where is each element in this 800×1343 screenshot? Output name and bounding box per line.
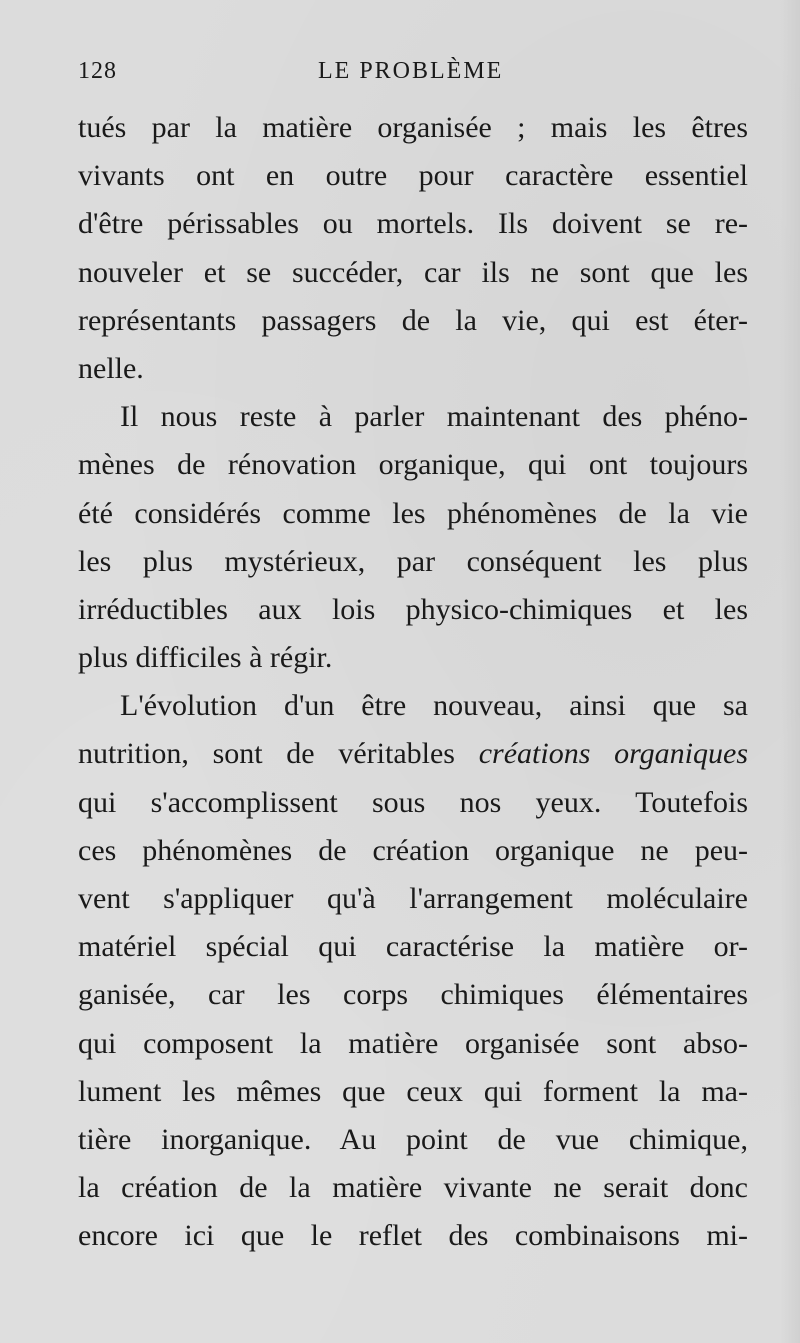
text-line: d'être périssables ou mortels. Ils doivent se re- <box>78 207 748 241</box>
text-line: mènes de rénovation organique, qui ont toujours <box>78 448 748 482</box>
running-title: LE PROBLÈME <box>318 58 504 84</box>
italic-emphasis: créations organiques <box>478 737 748 771</box>
text-line: L'évolution d'un être nouveau, ainsi que sa <box>120 689 748 723</box>
text-line-with-italic <box>78 730 748 778</box>
text-line: vent s'appliquer qu'à l'arrangement moléculaire <box>78 882 748 915</box>
page-number: 128 <box>78 58 117 84</box>
text-line: qui composent la matière organisée sont abso- <box>78 1026 748 1060</box>
text-line: nelle. <box>78 351 144 385</box>
text-line: les plus mystérieux, par conséquent les plus <box>78 544 748 578</box>
text-line: la création de la matière vivante ne serait donc <box>78 1171 748 1205</box>
text-line: lument les mêmes que ceux qui forment la ma- <box>78 1074 748 1108</box>
text-line: vivants ont en outre pour caractère essentiel <box>78 159 748 193</box>
text-line: ganisée, car les corps chimiques élémentaires <box>78 978 748 1012</box>
body-text <box>78 104 748 1261</box>
text-line: été considérés comme les phénomènes de la vie <box>78 496 748 530</box>
text-segment: nutrition, sont de véritables <box>78 737 479 771</box>
text-line: tués par la matière organisée ; mais les êtres <box>78 111 748 144</box>
text-line: ces phénomènes de création organique ne peu- <box>78 833 748 867</box>
text-line: Il nous reste à parler maintenant des phéno- <box>120 400 748 434</box>
text-line: matériel spécial qui caractérise la matière or- <box>78 930 748 964</box>
text-line: plus difficiles à régir. <box>78 641 333 675</box>
text-line: irréductibles aux lois physico-chimiques et les <box>78 592 748 626</box>
text-line: nouveler et se succéder, car ils ne sont que les <box>78 255 748 289</box>
page-edge-shadow <box>780 0 800 1343</box>
text-line: qui s'accomplissent sous nos yeux. Toutefois <box>78 785 748 819</box>
text-line: tière inorganique. Au point de vue chimique, <box>78 1122 748 1156</box>
running-header <box>78 58 748 90</box>
text-line: encore ici que le reflet des combinaisons mi- <box>78 1219 748 1253</box>
text-line: représentants passagers de la vie, qui est éter- <box>78 303 748 337</box>
